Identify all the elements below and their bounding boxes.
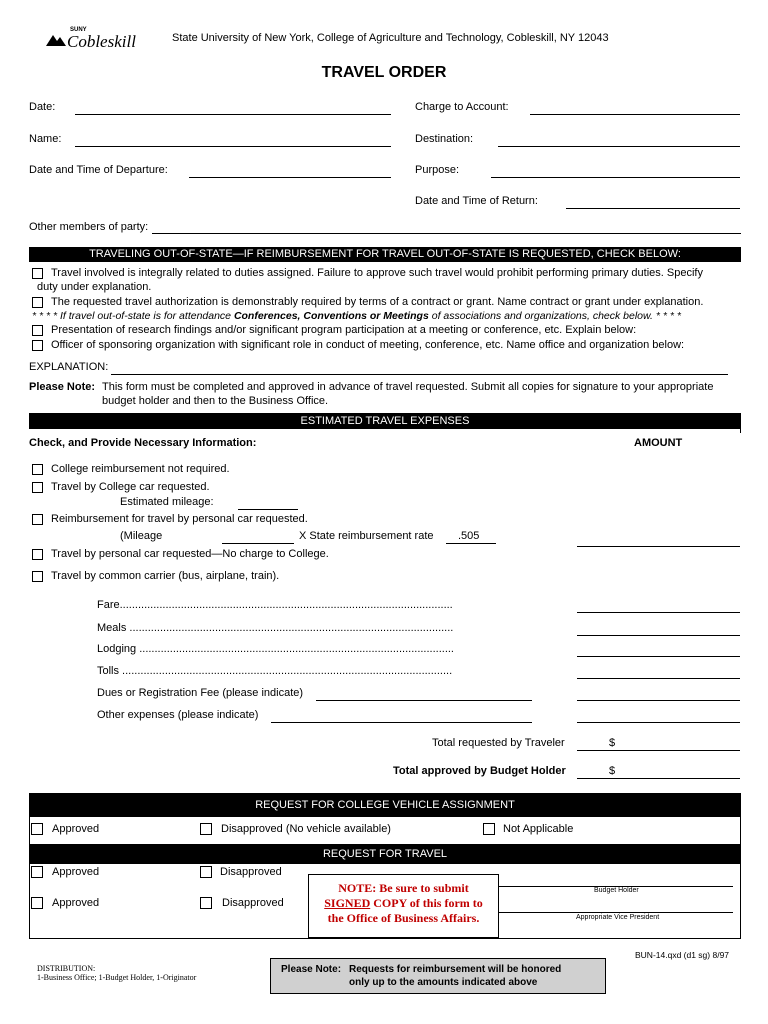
- name-label: Name:: [29, 133, 62, 145]
- personal-car-amount-field[interactable]: [577, 546, 740, 547]
- travel-disapproved-label-2: Disapproved: [222, 897, 284, 909]
- dues-description-field[interactable]: [316, 700, 532, 701]
- total-budget-label: Total approved by Budget Holder: [393, 765, 566, 777]
- name-field[interactable]: [75, 146, 391, 147]
- vehicle-header: REQUEST FOR COLLEGE VEHICLE ASSIGNMENT: [29, 793, 741, 817]
- fare-amount-field[interactable]: [577, 612, 740, 613]
- amount-label: AMOUNT: [634, 437, 683, 449]
- out-of-state-research-checkbox[interactable]: [32, 325, 43, 336]
- signed-copy-note: [308, 874, 499, 938]
- rate-underline: [446, 543, 496, 544]
- please-note-label: Please Note:: [29, 381, 96, 393]
- date-label: Date:: [29, 101, 56, 113]
- common-carrier-text: Travel by common carrier (bus, airplane, train).: [51, 570, 280, 582]
- conference-note-emphasis: Conferences, Conventions or Meetings: [233, 310, 429, 322]
- note-signed-word: SIGNED: [324, 896, 371, 910]
- est-mileage-label: Estimated mileage:: [120, 496, 214, 508]
- conference-note-prefix: * * * * If travel out-of-state is for attendance: [32, 310, 234, 322]
- out-of-state-duties-text-cont: duty under explanation.: [37, 281, 152, 293]
- distribution-text: 1-Business Office; 1-Budget Holder, 1-Originator: [37, 973, 197, 982]
- personal-no-charge-text: Travel by personal car requested—No charge to College.: [51, 548, 329, 560]
- travel-approved-checkbox-2[interactable]: [31, 897, 43, 909]
- note-line-2: [309, 896, 498, 911]
- not-required-text: College reimbursement not required.: [51, 463, 230, 475]
- reimbursement-note-line-2: only up to the amounts indicated above: [349, 977, 538, 988]
- reimbursement-note-line-1: Requests for reimbursement will be honored: [349, 964, 562, 975]
- meals-amount-field[interactable]: [577, 635, 740, 636]
- please-note-text: This form must be completed and approved in advance of travel requested. Submit all copies for signature to your appropriate: [102, 381, 714, 393]
- college-car-checkbox[interactable]: [32, 482, 43, 493]
- vice-president-signature-line[interactable]: [499, 912, 733, 913]
- travel-approved-label-2: Approved: [52, 897, 100, 909]
- not-required-checkbox[interactable]: [32, 464, 43, 475]
- reimbursement-note-box: [270, 958, 606, 994]
- dues-label: Dues or Registration Fee (please indicate): [97, 687, 304, 699]
- personal-no-charge-checkbox[interactable]: [32, 549, 43, 560]
- travel-disapproved-checkbox-2[interactable]: [200, 897, 212, 909]
- fare-label: Fare.............................................................................................................: [97, 599, 453, 611]
- other-members-field[interactable]: [152, 233, 741, 234]
- logo-mark-icon: [46, 31, 66, 46]
- out-of-state-duties-text: Travel involved is integrally related to duties assigned. Failure to approve such travel would prohibit performing primary duties. Specify: [51, 267, 703, 279]
- vice-president-label: Appropriate Vice President: [576, 914, 660, 921]
- travel-approved-label-1: Approved: [52, 866, 100, 878]
- other-expenses-label: Other expenses (please indicate): [97, 709, 259, 721]
- lodging-label: Lodging .......................................................................................................: [97, 643, 454, 655]
- out-of-state-officer-text: Officer of sponsoring organization with significant role in conduct of meeting, conference, etc. Name office and organization below:: [51, 339, 685, 351]
- total-budget-field[interactable]: [577, 778, 740, 779]
- out-of-state-duties-checkbox[interactable]: [32, 268, 43, 279]
- logo-name-text: Cobleskill: [67, 32, 136, 51]
- vehicle-not-applicable-label: Not Applicable: [503, 823, 574, 835]
- check-info-label: Check, and Provide Necessary Information:: [29, 437, 257, 449]
- total-traveler-label: Total requested by Traveler: [432, 737, 565, 749]
- departure-label: Date and Time of Departure:: [29, 164, 168, 176]
- note-line-1: NOTE: Be sure to submit: [338, 881, 469, 895]
- common-carrier-checkbox[interactable]: [32, 571, 43, 582]
- tolls-amount-field[interactable]: [577, 678, 740, 679]
- return-field[interactable]: [566, 208, 740, 209]
- note-line-3: the Office of Business Affairs.: [327, 911, 480, 925]
- explanation-field[interactable]: [111, 374, 728, 375]
- departure-field[interactable]: [189, 177, 391, 178]
- other-expenses-description-field[interactable]: [271, 722, 532, 723]
- out-of-state-officer-checkbox[interactable]: [32, 340, 43, 351]
- vehicle-approved-label: Approved: [52, 823, 100, 835]
- expenses-header: ESTIMATED TRAVEL EXPENSES: [29, 413, 741, 429]
- total-traveler-dollar: $: [609, 737, 616, 749]
- travel-request-header: REQUEST FOR TRAVEL: [29, 844, 741, 864]
- out-of-state-research-text: Presentation of research findings and/or significant program participation at a meeting or conference, etc. Explain below:: [51, 324, 637, 336]
- reimbursement-rate-label: X State reimbursement rate: [299, 530, 434, 542]
- tolls-label: Tolls ............................................................................................................: [97, 665, 453, 677]
- mileage-paren-label: (Mileage: [120, 530, 163, 542]
- reimbursement-note-label: Please Note:: [281, 964, 342, 975]
- other-members-label: Other members of party:: [29, 221, 149, 233]
- vehicle-disapproved-label: Disapproved (No vehicle available): [221, 823, 391, 835]
- est-mileage-field[interactable]: [238, 509, 298, 510]
- conference-note: [32, 310, 681, 322]
- college-car-text: Travel by College car requested.: [51, 481, 210, 493]
- institution-name: State University of New York, College of Agriculture and Technology, Cobleskill, NY 12043: [172, 32, 609, 44]
- personal-car-checkbox[interactable]: [32, 514, 43, 525]
- personal-car-text: Reimbursement for travel by personal car requested.: [51, 513, 308, 525]
- out-of-state-header: TRAVELING OUT-OF-STATE—IF REIMBURSEMENT FOR TRAVEL OUT-OF-STATE IS REQUESTED, CHECK BELOW:: [29, 247, 741, 262]
- vehicle-approved-checkbox[interactable]: [31, 823, 43, 835]
- please-note-text-cont: budget holder and then to the Business Office.: [102, 395, 329, 407]
- destination-label: Destination:: [415, 133, 474, 145]
- lodging-amount-field[interactable]: [577, 656, 740, 657]
- total-budget-dollar: $: [609, 765, 616, 777]
- explanation-label: EXPLANATION:: [29, 361, 109, 373]
- note-line-2-rest: COPY of this form to: [370, 896, 483, 910]
- destination-field[interactable]: [498, 146, 740, 147]
- distribution-label: DISTRIBUTION:: [37, 964, 96, 973]
- logo-suny-text: SUNY: [70, 27, 87, 33]
- expenses-right-border: [740, 413, 741, 433]
- vehicle-not-applicable-checkbox[interactable]: [483, 823, 495, 835]
- return-label: Date and Time of Return:: [415, 195, 538, 207]
- total-traveler-field[interactable]: [577, 750, 740, 751]
- purpose-label: Purpose:: [415, 164, 460, 176]
- purpose-field[interactable]: [491, 177, 740, 178]
- other-expenses-amount-field[interactable]: [577, 722, 740, 723]
- budget-holder-label: Budget Holder: [594, 887, 639, 894]
- charge-account-label: Charge to Account:: [415, 101, 509, 113]
- charge-account-field[interactable]: [530, 114, 740, 115]
- date-field[interactable]: [75, 114, 391, 115]
- reimbursement-rate-value: .505: [458, 530, 480, 542]
- out-of-state-contract-text: The requested travel authorization is demonstrably required by terms of a contract or grant. Name contract or grant under explanation.: [51, 296, 704, 308]
- vehicle-disapproved-checkbox[interactable]: [200, 823, 212, 835]
- mileage-field[interactable]: [222, 543, 294, 544]
- form-code: BUN-14.qxd (d1 sg) 8/97: [635, 950, 730, 960]
- travel-disapproved-label-1: Disapproved: [220, 866, 282, 878]
- meals-label: Meals ..........................................................................................................: [97, 622, 454, 634]
- travel-disapproved-checkbox-1[interactable]: [200, 866, 212, 878]
- out-of-state-contract-checkbox[interactable]: [32, 297, 43, 308]
- travel-approved-checkbox-1[interactable]: [31, 866, 43, 878]
- page-title: TRAVEL ORDER: [321, 64, 447, 81]
- conference-note-suffix: of associations and organizations, check below. * * * *: [428, 310, 681, 322]
- dues-amount-field[interactable]: [577, 700, 740, 701]
